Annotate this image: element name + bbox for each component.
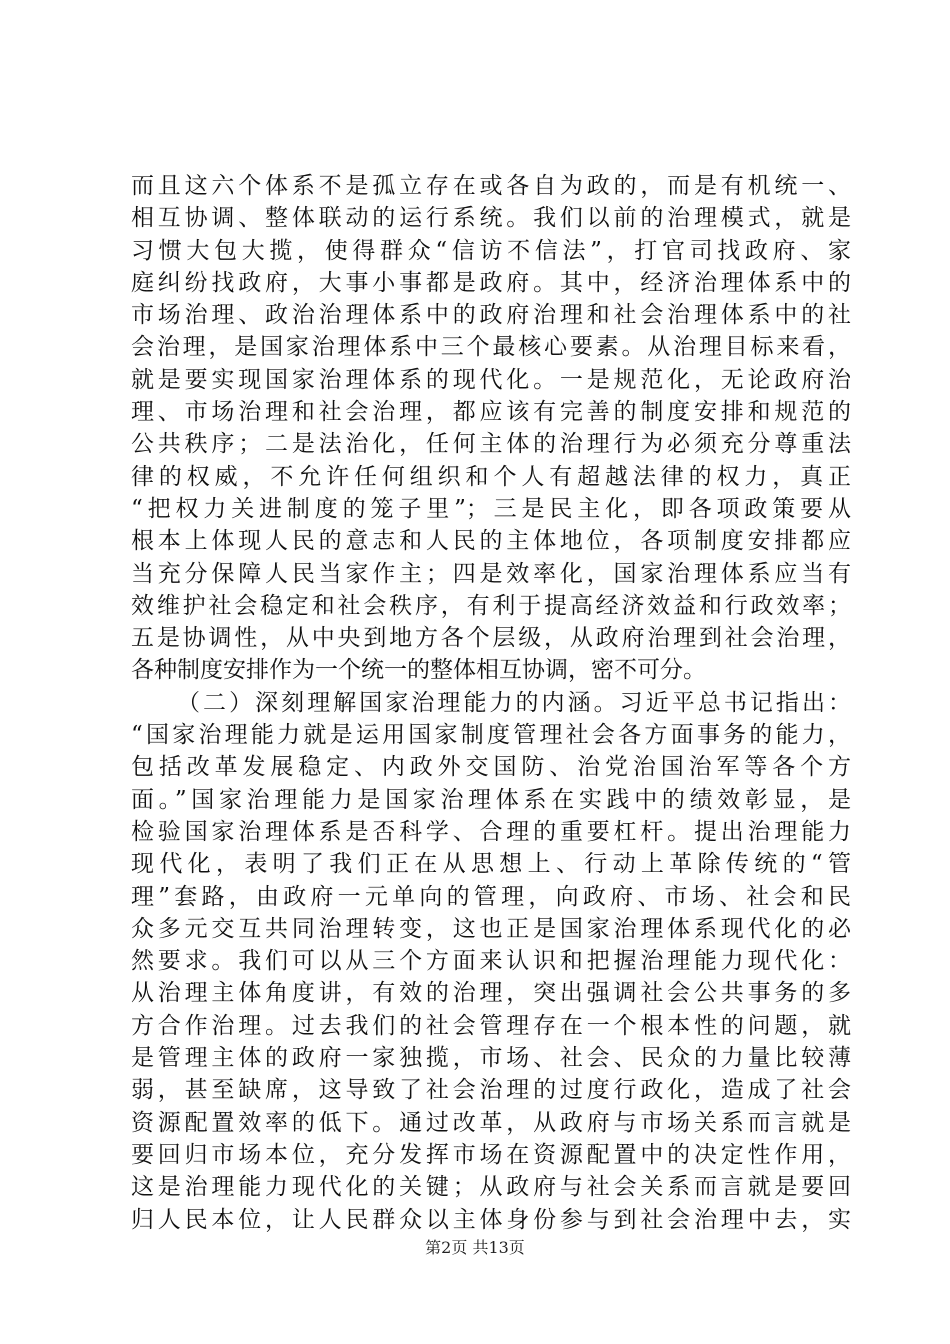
text-line: 归人民本位，让人民群众以主体身份参与到社会治理中去，实 bbox=[131, 1206, 851, 1233]
text-line: 律的权威，不允许任何组织和个人有超越法律的权力，真正 bbox=[131, 463, 851, 490]
text-line: 检验国家治理体系是否科学、合理的重要杠杆。提出治理能力 bbox=[131, 818, 851, 845]
text-line: 公共秩序；二是法治化，任何主体的治理行为必须充分尊重法 bbox=[131, 431, 851, 458]
text-line: 当充分保障人民当家作主；四是效率化，国家治理体系应当有 bbox=[131, 560, 851, 587]
text-line: 庭纠纷找政府，大事小事都是政府。其中，经济治理体系中的 bbox=[131, 269, 851, 296]
text-line: 现代化，表明了我们正在从思想上、行动上革除传统的“管 bbox=[131, 851, 851, 878]
text-line: 然要求。我们可以从三个方面来认识和把握治理能力现代化： bbox=[131, 948, 851, 975]
text-line: “国家治理能力就是运用国家制度管理社会各方面事务的能力， bbox=[131, 722, 851, 749]
text-line: 从治理主体角度讲，有效的治理，突出强调社会公共事务的多 bbox=[131, 980, 851, 1007]
text-line: 就是要实现国家治理体系的现代化。一是规范化，无论政府治 bbox=[131, 366, 851, 393]
text-line: 市场治理、政治治理体系中的政府治理和社会治理体系中的社 bbox=[131, 302, 851, 329]
text-line: 五是协调性，从中央到地方各个层级，从政府治理到社会治理， bbox=[131, 625, 851, 652]
text-line: 方合作治理。过去我们的社会管理存在一个根本性的问题，就 bbox=[131, 1012, 851, 1039]
text-line: 包括改革发展稳定、内政外交国防、治党治国治军等各个方 bbox=[131, 754, 851, 781]
text-line: “把权力关进制度的笼子里”；三是民主化，即各项政策要从 bbox=[131, 495, 851, 522]
text-line: 面。”国家治理能力是国家治理体系在实践中的绩效彰显，是 bbox=[131, 786, 851, 813]
text-line: 效维护社会稳定和社会秩序，有利于提高经济效益和行政效率； bbox=[131, 592, 851, 619]
text-line: 相互协调、整体联动的运行系统。我们以前的治理模式，就是 bbox=[131, 205, 851, 232]
text-line: 是管理主体的政府一家独揽，市场、社会、民众的力量比较薄 bbox=[131, 1045, 851, 1072]
text-line: 理、市场治理和社会治理，都应该有完善的制度安排和规范的 bbox=[131, 399, 851, 426]
section-heading-line: （二）深刻理解国家治理能力的内涵。习近平总书记指出： bbox=[177, 689, 851, 716]
text-line: 弱，甚至缺席，这导致了社会治理的过度行政化，造成了社会 bbox=[131, 1077, 851, 1104]
page-number-footer: 第2页 共13页 bbox=[425, 1238, 525, 1257]
text-line: 各种制度安排作为一个统一的整体相互协调，密不可分。 bbox=[131, 657, 706, 684]
text-line: 众多元交互共同治理转变，这也正是国家治理体系现代化的必 bbox=[131, 915, 851, 942]
text-line: 理”套路，由政府一元单向的管理，向政府、市场、社会和民 bbox=[131, 883, 851, 910]
text-line: 根本上体现人民的意志和人民的主体地位，各项制度安排都应 bbox=[131, 528, 851, 555]
text-line: 资源配置效率的低下。通过改革，从政府与市场关系而言就是 bbox=[131, 1109, 851, 1136]
text-line: 习惯大包大揽，使得群众“信访不信法”，打官司找政府、家 bbox=[131, 237, 851, 264]
text-line: 这是治理能力现代化的关键；从政府与社会关系而言就是要回 bbox=[131, 1174, 851, 1201]
text-line: 要回归市场本位，充分发挥市场在资源配置中的决定性作用， bbox=[131, 1141, 851, 1168]
body-text bbox=[131, 170, 851, 1236]
text-line: 会治理，是国家治理体系中三个最核心要素。从治理目标来看， bbox=[131, 334, 851, 361]
text-line: 而且这六个体系不是孤立存在或各自为政的，而是有机统一、 bbox=[131, 173, 851, 199]
